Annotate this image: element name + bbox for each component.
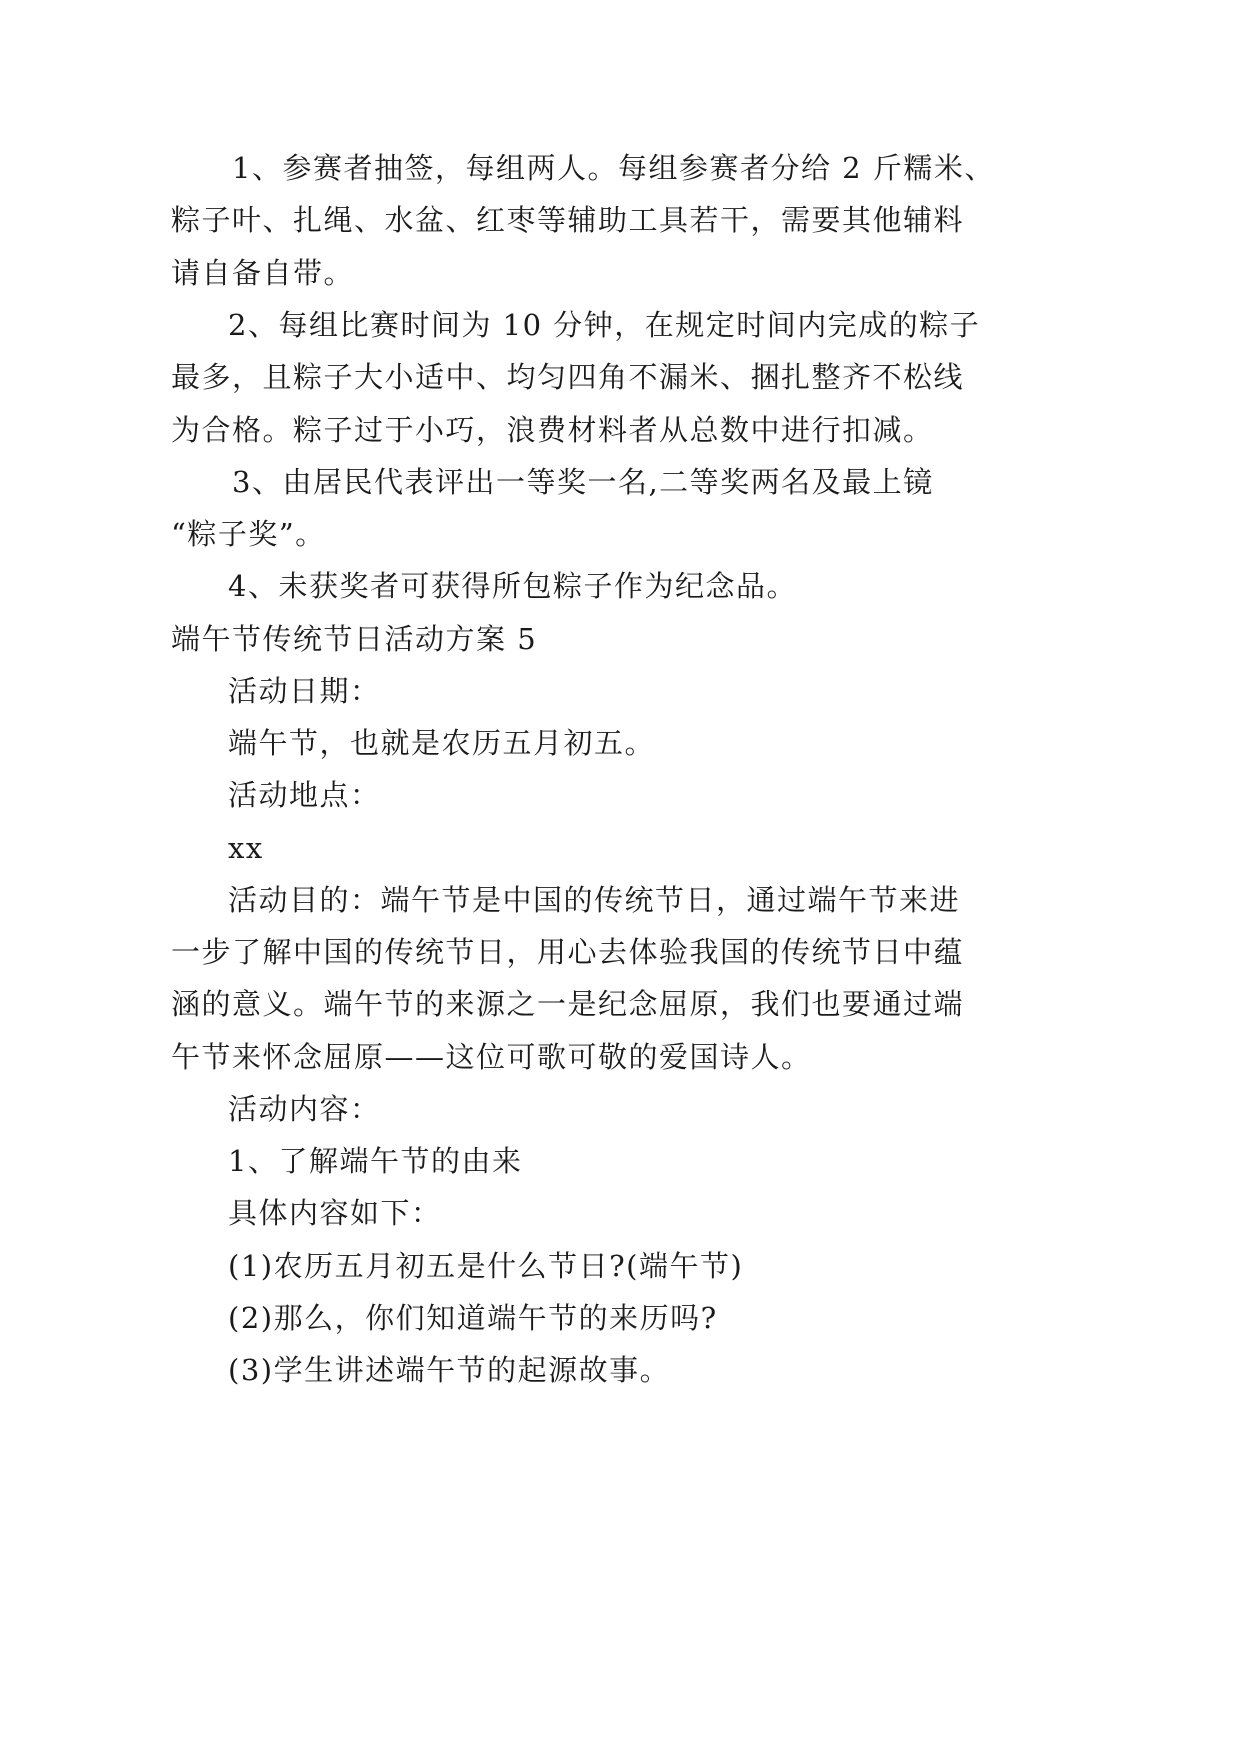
activity-location-label: 活动地点： xyxy=(228,778,381,812)
rule-3-line-1: 3、由居民代表评出一等奖一名,二等奖两名及最上镜 xyxy=(232,465,934,499)
activity-content-label: 活动内容： xyxy=(228,1092,381,1126)
activity-purpose-line-4: 午节来怀念屈原——这位可歌可敬的爱国诗人。 xyxy=(171,1040,812,1074)
rule-2-line-2: 最多，且粽子大小适中、均匀四角不漏米、捆扎整齐不松线 xyxy=(171,360,965,394)
question-2: (2)那么，你们知道端午节的来历吗? xyxy=(228,1301,718,1335)
activity-purpose-line-3: 涵的意义。端午节的来源之一是纪念屈原，我们也要通过端 xyxy=(171,987,965,1021)
activity-date-value: 端午节，也就是农历五月初五。 xyxy=(228,726,656,760)
rule-1-line-2: 粽子叶、扎绳、水盆、红枣等辅助工具若干，需要其他辅料 xyxy=(171,203,965,237)
section-heading: 端午节传统节日活动方案 5 xyxy=(171,622,538,656)
rule-4-line: 4、未获奖者可获得所包粽子作为纪念品。 xyxy=(228,569,797,603)
rule-1-line-1: 1、参赛者抽签，每组两人。每组参赛者分给 2 斤糯米、 xyxy=(232,151,995,185)
content-details-label: 具体内容如下： xyxy=(228,1196,442,1230)
activity-date-label: 活动日期： xyxy=(228,674,381,708)
question-1: (1)农历五月初五是什么节日?(端午节) xyxy=(228,1249,744,1283)
rule-1-line-3: 请自备自带。 xyxy=(171,256,355,290)
rule-3-line-2: “粽子奖”。 xyxy=(171,517,326,551)
rule-2-line-1: 2、每组比赛时间为 10 分钟，在规定时间内完成的粽子 xyxy=(228,308,981,342)
content-item-1: 1、了解端午节的由来 xyxy=(228,1144,523,1178)
activity-purpose-line-2: 一步了解中国的传统节日，用心去体验我国的传统节日中蕴 xyxy=(171,935,965,969)
question-3: (3)学生讲述端午节的起源故事。 xyxy=(228,1353,671,1387)
rule-2-line-3: 为合格。粽子过于小巧，浪费材料者从总数中进行扣减。 xyxy=(171,413,934,447)
activity-purpose-line-1: 活动目的：端午节是中国的传统节日，通过端午节来进 xyxy=(228,883,961,917)
activity-location-value: xx xyxy=(228,831,264,865)
